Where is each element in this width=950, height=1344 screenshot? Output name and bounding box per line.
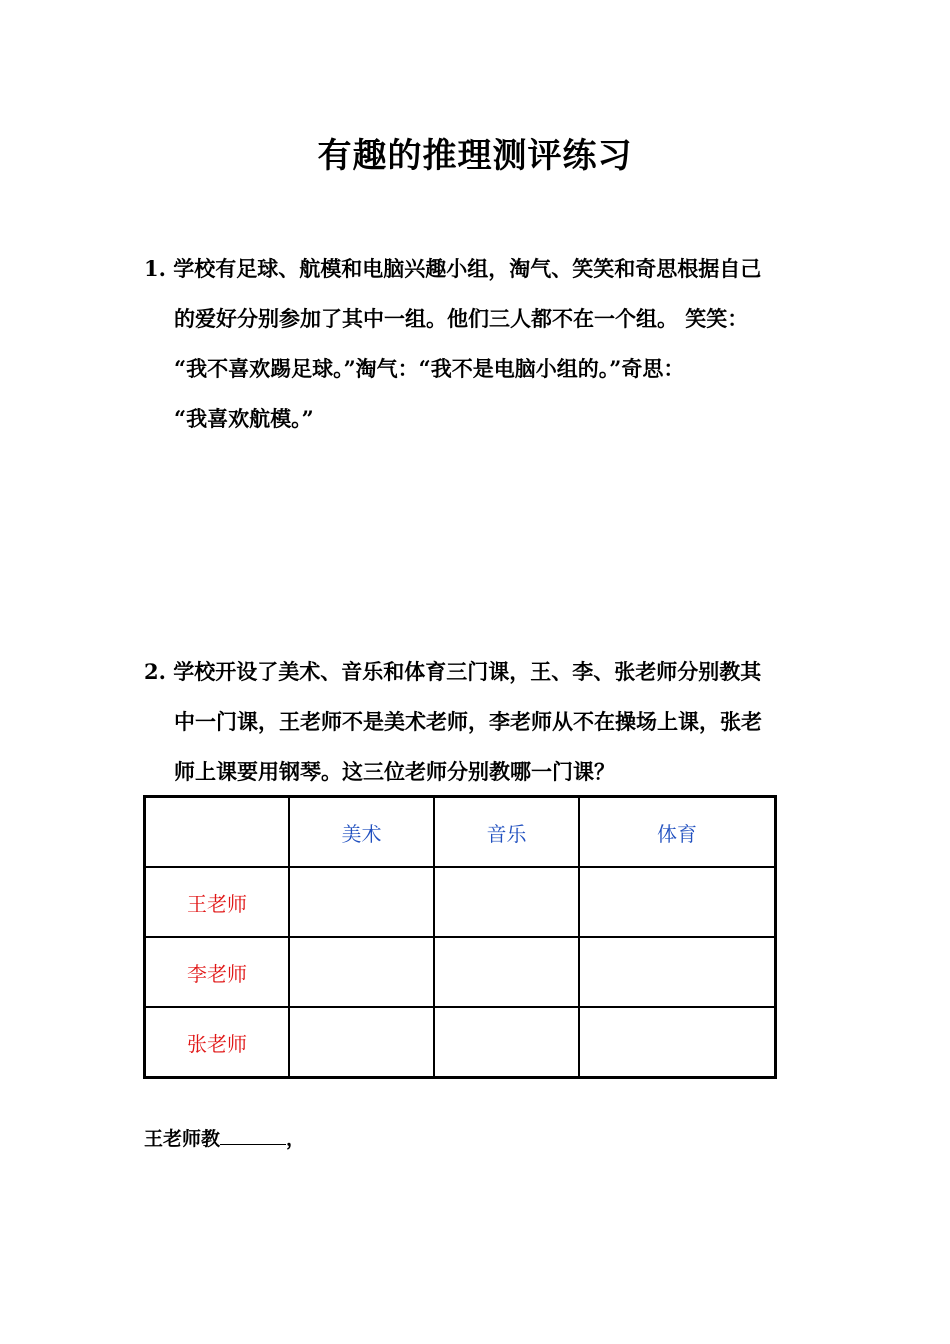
question-1-line: “我不喜欢踢足球。”淘气：“我不是电脑小组的。”奇思： (174, 356, 685, 381)
table-cell[interactable] (434, 867, 579, 937)
column-header-art: 美术 (289, 797, 434, 868)
question-1-line: 的爱好分别参加了其中一组。他们三人都不在一个组。 笑笑： (174, 306, 749, 331)
table-cell[interactable] (289, 867, 434, 937)
table-header-row (145, 797, 776, 868)
table-cell[interactable] (289, 1007, 434, 1078)
table-cell[interactable] (434, 937, 579, 1007)
question-2-line: 师上课要用钢琴。这三位老师分别教哪一门课？ (174, 759, 615, 784)
row-header-teacher-wang: 王老师 (145, 867, 290, 937)
answer-line (144, 1124, 305, 1151)
answer-prefix: 王老师教 (144, 1128, 221, 1150)
table-cell[interactable] (289, 937, 434, 1007)
table-cell[interactable] (579, 1007, 776, 1078)
answer-suffix: ， (286, 1128, 306, 1150)
table-row (145, 867, 776, 937)
question-1-line: “我喜欢航模。” (174, 406, 314, 431)
question-1 (144, 244, 804, 444)
reasoning-table (143, 795, 777, 1079)
answer-blank[interactable] (220, 1126, 286, 1145)
table-cell[interactable] (579, 867, 776, 937)
table-cell[interactable] (579, 937, 776, 1007)
page-title: 有趣的推理测评练习 (317, 136, 633, 176)
row-header-teacher-li: 李老师 (145, 937, 290, 1007)
question-2-line: 2. 学校开设了美术、音乐和体育三门课，王、李、张老师分别教其 (144, 659, 762, 684)
row-header-teacher-zhang: 张老师 (145, 1007, 290, 1078)
table-corner-cell (145, 797, 290, 868)
column-header-music: 音乐 (434, 797, 579, 868)
column-header-pe: 体育 (579, 797, 776, 868)
table-row (145, 1007, 776, 1078)
question-2-line: 中一门课，王老师不是美术老师，李老师从不在操场上课，张老 (174, 709, 762, 734)
question-2 (144, 647, 804, 797)
table-row (145, 937, 776, 1007)
question-1-line: 1. 学校有足球、航模和电脑兴趣小组，淘气、笑笑和奇思根据自己 (144, 256, 762, 281)
table-cell[interactable] (434, 1007, 579, 1078)
